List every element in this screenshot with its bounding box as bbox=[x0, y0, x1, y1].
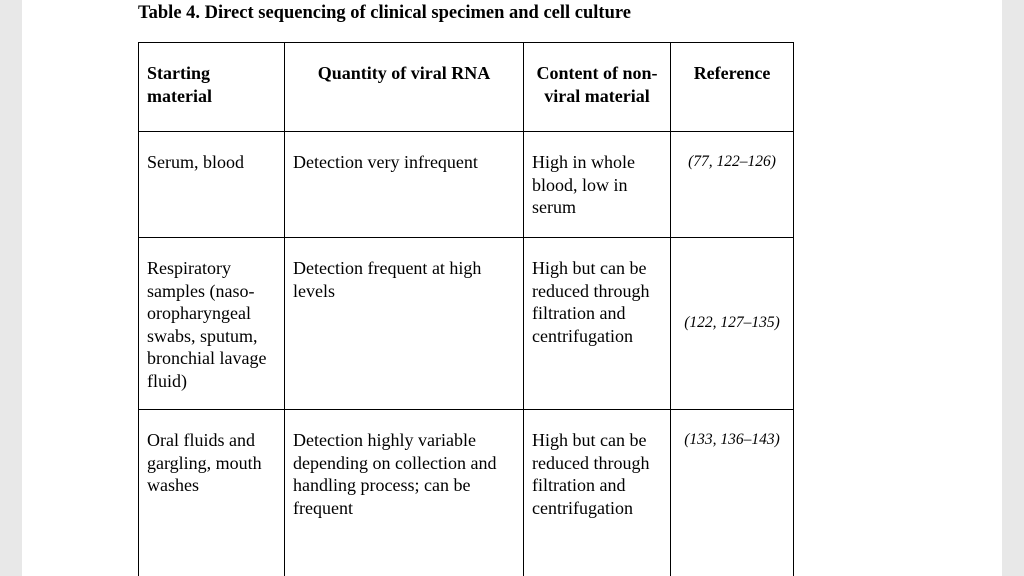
data-table bbox=[138, 42, 794, 576]
cell-reference: (77, 122–126) bbox=[671, 132, 794, 238]
table-row bbox=[139, 410, 794, 576]
header-reference: Reference bbox=[671, 43, 794, 132]
table-row bbox=[139, 132, 794, 238]
cell-quantity: Detection very infrequent bbox=[285, 132, 524, 238]
cell-reference: (133, 136–143) bbox=[671, 410, 794, 576]
table-header-row bbox=[139, 43, 794, 132]
cell-content: High in whole blood, low in serum bbox=[524, 132, 671, 238]
cell-content: High but can be reduced through filtration and centrifugation bbox=[524, 410, 671, 576]
header-quantity: Quantity of viral RNA bbox=[285, 43, 524, 132]
cell-quantity: Detection highly variable depending on collection and handling process; can be frequent bbox=[285, 410, 524, 576]
document-page bbox=[22, 0, 1002, 576]
cell-content: High but can be reduced through filtration and centrifugation bbox=[524, 238, 671, 410]
cell-starting-material: Oral fluids and gargling, mouth washes bbox=[139, 410, 285, 576]
cell-quantity: Detection frequent at high levels bbox=[285, 238, 524, 410]
table-row bbox=[139, 238, 794, 410]
cell-starting-material: Serum, blood bbox=[139, 132, 285, 238]
table-caption: Table 4. Direct sequencing of clinical specimen and cell culture bbox=[138, 3, 631, 23]
header-content: Content of non-viral material bbox=[524, 43, 671, 132]
cell-reference: (122, 127–135) bbox=[671, 238, 794, 410]
cell-starting-material: Respiratory samples (naso-oropharyngeal swabs, sputum, bronchial lavage fluid) bbox=[139, 238, 285, 410]
header-starting-material: Starting material bbox=[139, 43, 285, 132]
